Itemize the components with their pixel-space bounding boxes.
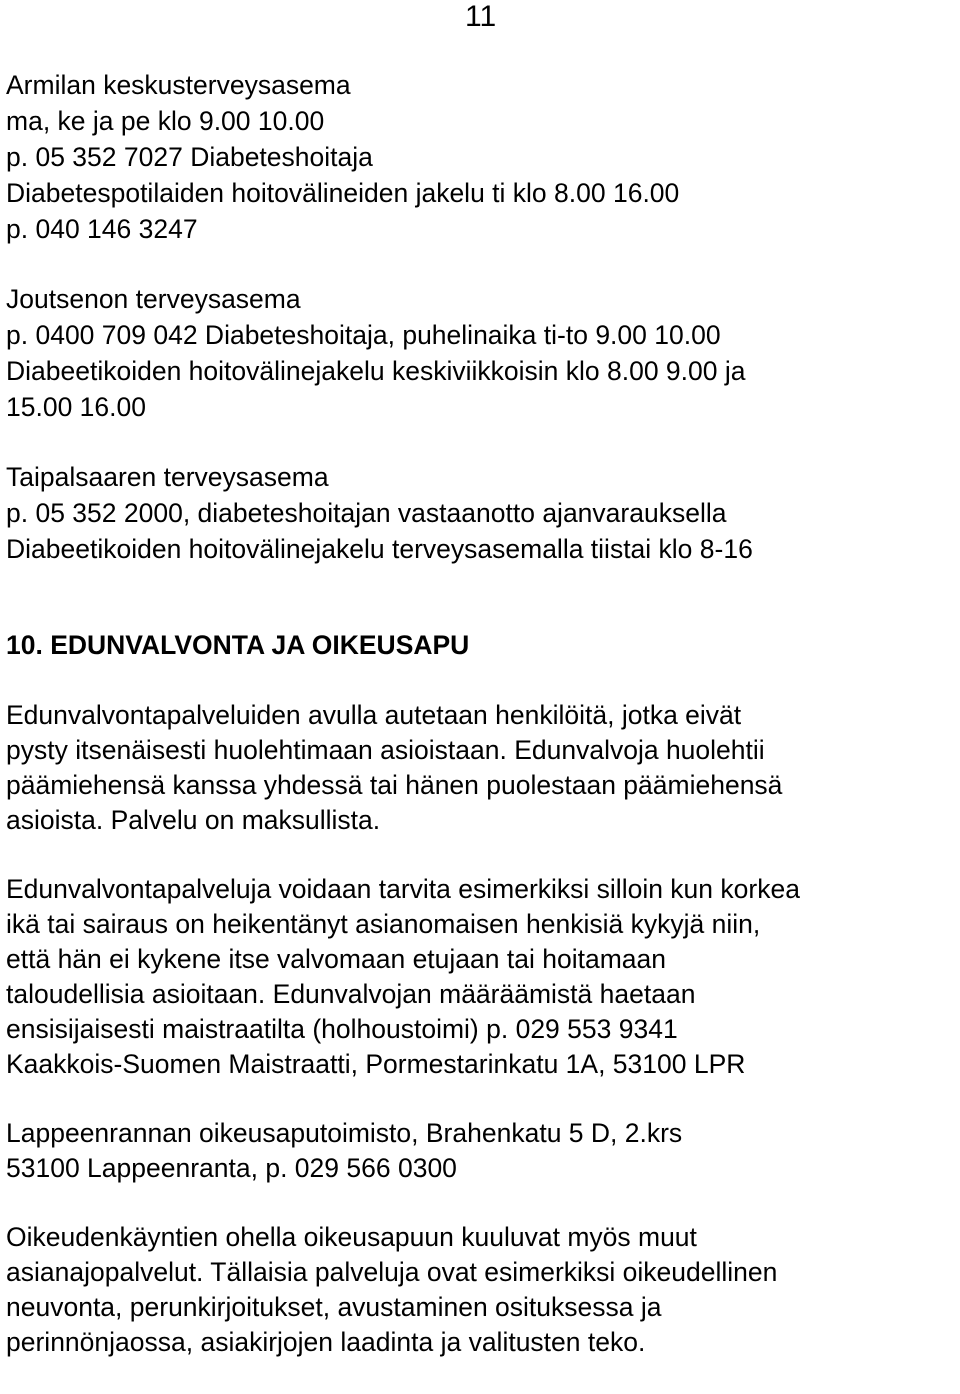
armila-health-center-block (6, 67, 956, 247)
paragraph-line: asioista. Palvelu on maksullista. (6, 805, 381, 835)
paragraph-line: ensisijaisesti maistraatilta (holhoustoimi) p. 029 553 9341 (6, 1014, 678, 1044)
joutseno-supply-hours: 15.00 16.00 (6, 392, 146, 422)
paragraph-line: Oikeudenkäyntien ohella oikeusapuun kuuluvat myös muut (6, 1222, 697, 1252)
paragraph-line: ikä tai sairaus on heikentänyt asianomaisen henkisiä kykyjä niin, (6, 909, 761, 939)
spacer (6, 1081, 956, 1115)
guardianship-details-paragraph (6, 871, 956, 1081)
guardianship-intro-paragraph (6, 697, 956, 837)
legal-aid-office-address: Lappeenrannan oikeusaputoimisto, Brahenkatu 5 D, 2.krs (6, 1118, 683, 1148)
joutseno-health-center-block (6, 281, 956, 425)
spacer (6, 567, 956, 627)
paragraph-line: Kaakkois-Suomen Maistraatti, Pormestarinkatu 1A, 53100 LPR (6, 1049, 746, 1079)
paragraph-line: taloudellisia asioitaan. Edunvalvojan määräämistä haetaan (6, 979, 696, 1009)
paragraph-line: että hän ei kykene itse valvomaan etujaan tai hoitamaan (6, 944, 666, 974)
taipalsaari-supply-distribution: Diabeetikoiden hoitovälinejakelu terveysasemalla tiistai klo 8-16 (6, 534, 753, 564)
paragraph-line: Edunvalvontapalveluja voidaan tarvita esimerkiksi silloin kun korkea (6, 874, 800, 904)
joutseno-phone: p. 0400 709 042 Diabeteshoitaja, puhelinaika ti-to 9.00 10.00 (6, 320, 721, 350)
spacer (6, 247, 956, 281)
legal-aid-office-block (6, 1115, 956, 1185)
paragraph-line: asianajopalvelut. Tällaisia palveluja ovat esimerkiksi oikeudellinen (6, 1257, 778, 1287)
joutseno-title: Joutsenon terveysasema (6, 284, 301, 314)
taipalsaari-phone: p. 05 352 2000, diabeteshoitajan vastaanotto ajanvarauksella (6, 498, 727, 528)
armila-title: Armilan keskusterveysasema (6, 70, 351, 100)
section-heading: 10. EDUNVALVONTA JA OIKEUSAPU (6, 630, 470, 660)
paragraph-line: perinnönjaossa, asiakirjojen laadinta ja valitusten teko. (6, 1327, 646, 1357)
spacer (6, 837, 956, 871)
spacer (6, 663, 956, 697)
armila-supply-distribution: Diabetespotilaiden hoitovälineiden jakelu ti klo 8.00 16.00 (6, 178, 680, 208)
legal-aid-services-paragraph (6, 1219, 956, 1359)
page-number: 11 (465, 0, 497, 33)
taipalsaari-health-center-block (6, 459, 956, 567)
paragraph-line: pysty itsenäisesti huolehtimaan asioistaan. Edunvalvoja huolehtii (6, 735, 765, 765)
spacer (6, 1185, 956, 1219)
paragraph-line: neuvonta, perunkirjoitukset, avustaminen osituksessa ja (6, 1292, 662, 1322)
taipalsaari-title: Taipalsaaren terveysasema (6, 462, 329, 492)
page-content (6, 67, 956, 1359)
spacer (6, 425, 956, 459)
joutseno-supply-distribution: Diabeetikoiden hoitovälinejakelu keskiviikkoisin klo 8.00 9.00 ja (6, 356, 746, 386)
armila-phone-diabetes-nurse: p. 05 352 7027 Diabeteshoitaja (6, 142, 373, 172)
armila-hours: ma, ke ja pe klo 9.00 10.00 (6, 106, 325, 136)
legal-aid-office-phone: 53100 Lappeenranta, p. 029 566 0300 (6, 1153, 457, 1183)
paragraph-line: Edunvalvontapalveluiden avulla autetaan henkilöitä, jotka eivät (6, 700, 742, 730)
paragraph-line: päämiehensä kanssa yhdessä tai hänen puolestaan päämiehensä (6, 770, 783, 800)
armila-phone-supplies: p. 040 146 3247 (6, 214, 198, 244)
